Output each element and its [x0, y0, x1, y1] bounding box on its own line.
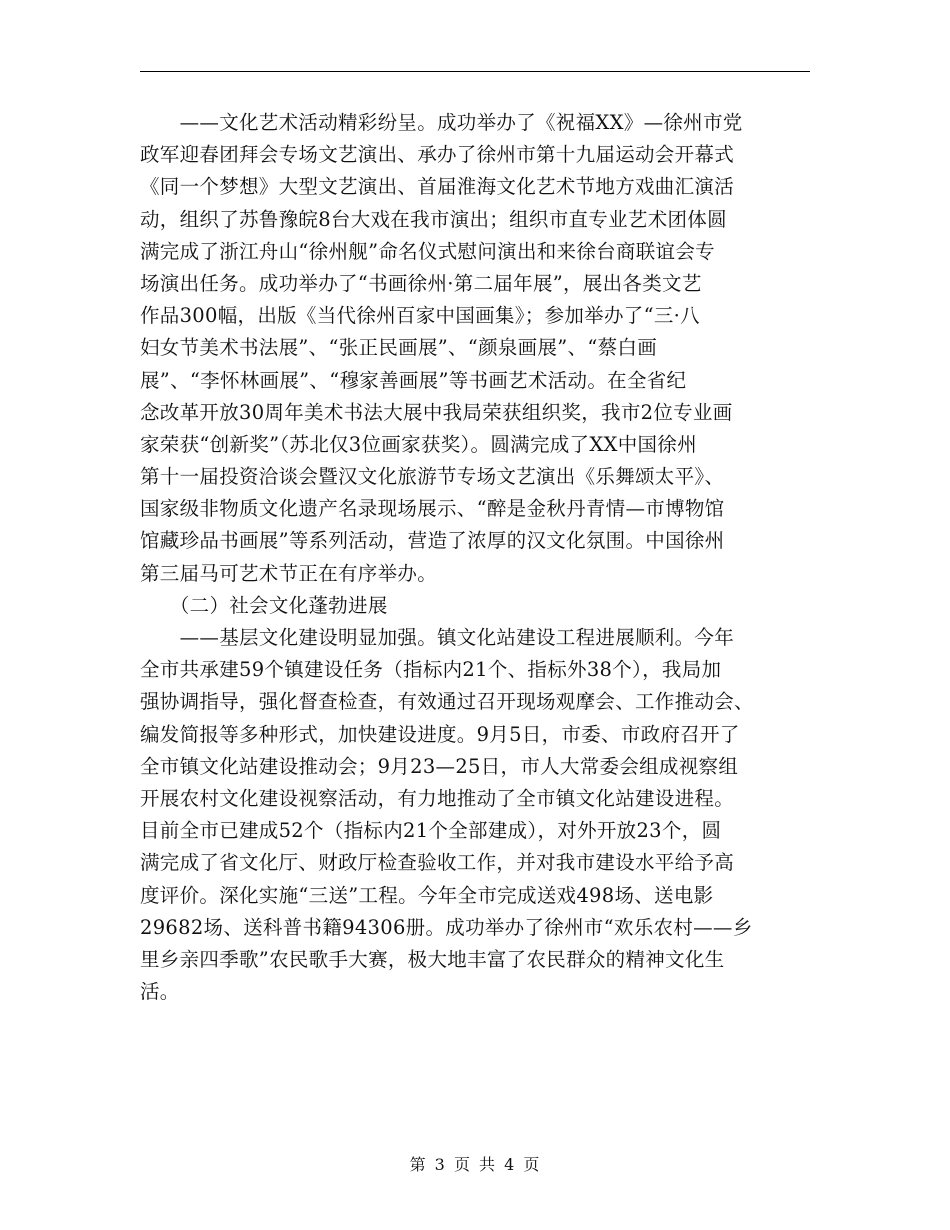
text-line: 第三届马可艺术节正在有序举办。 [140, 561, 438, 585]
text-line: 全市共承建59个镇建设任务（指标内21个、指标外38个），我局加 [140, 658, 722, 682]
text-line: 开展农村文化建设视察活动，有力地推动了全市镇文化站建设进程。 [140, 786, 735, 810]
header-rule [140, 71, 810, 72]
text-line: 馆藏珍品书画展”等系列活动，营造了浓厚的汉文化氛围。中国徐州 [140, 529, 725, 553]
text-line: 满完成了省文化厅、财政厅检查验收工作，并对我市建设水平给予高 [140, 851, 735, 875]
text-line: 目前全市已建成52个（指标内21个全部建成），对外开放23个，圆 [140, 819, 722, 843]
text-line: 国家级非物质文化遗产名录现场展示、“醉是金秋丹青情—市博物馆 [140, 497, 725, 521]
text-line: 动，组织了苏鲁豫皖8台大戏在我市演出；组织市直专业艺术团体圆 [140, 207, 727, 231]
text-line: 度评价。深化实施“三送”工程。今年全市完成送戏498场、送电影 [140, 883, 714, 907]
text-line: 满完成了浙江舟山“徐州舰”命名仪式慰问演出和来徐台商联谊会专 [140, 239, 715, 263]
text-line: 作品300幅，出版《当代徐州百家中国画集》；参加举办了“三·八 [140, 304, 700, 328]
text-line: 家荣获“创新奖”（苏北仅3位画家获奖）。圆满完成了XX中国徐州 [140, 432, 697, 456]
text-line: 强协调指导，强化督查检查，有效通过召开现场观摩会、工作推动会、 [140, 690, 754, 714]
text-line: 妇女节美术书法展”、“张正民画展”、“颜泉画展”、“蔡白画 [140, 336, 658, 360]
text-line: 29682场、送科普书籍94306册。成功举办了徐州市“欢乐农村——乡 [140, 915, 753, 939]
section-heading: （二）社会文化蓬勃进展 [140, 593, 388, 617]
text-line: 展”、“李怀林画展”、“穆家善画展”等书画艺术活动。在全省纪 [140, 368, 687, 392]
text-line: 场演出任务。成功举办了“书画徐州·第二届年展”，展出各类文艺 [140, 271, 702, 295]
text-line: 政军迎春团拜会专场文艺演出、承办了徐州市第十九届运动会开幕式 [140, 143, 735, 167]
text-line: 《同一个梦想》大型文艺演出、首届淮海文化艺术节地方戏曲汇演活 [140, 175, 735, 199]
text-line: 第十一届投资洽谈会暨汉文化旅游节专场文艺演出《乐舞颂太平》、 [140, 465, 725, 489]
text-line: 念改革开放30周年美术书法大展中我局荣获组织奖，我市2位专业画 [140, 400, 733, 424]
text-line: ——基层文化建设明显加强。镇文化站建设工程进展顺利。今年 [140, 626, 734, 649]
document-body [140, 107, 810, 1008]
text-line: 编发简报等多种形式，加快建设进度。9月5日，市委、市政府召开了 [140, 722, 740, 746]
text-line: ——文化艺术活动精彩纷呈。成功举办了《祝福XX》—徐州市党 [140, 111, 743, 134]
page-number-footer: 第 3 页 共 4 页 [409, 1155, 541, 1174]
text-line: 全市镇文化站建设推动会；9月23—25日，市人大常委会组成视察组 [140, 754, 739, 778]
text-line: 活。 [140, 980, 180, 1004]
text-line: 里乡亲四季歌”农民歌手大赛，极大地丰富了农民群众的精神文化生 [140, 947, 725, 971]
